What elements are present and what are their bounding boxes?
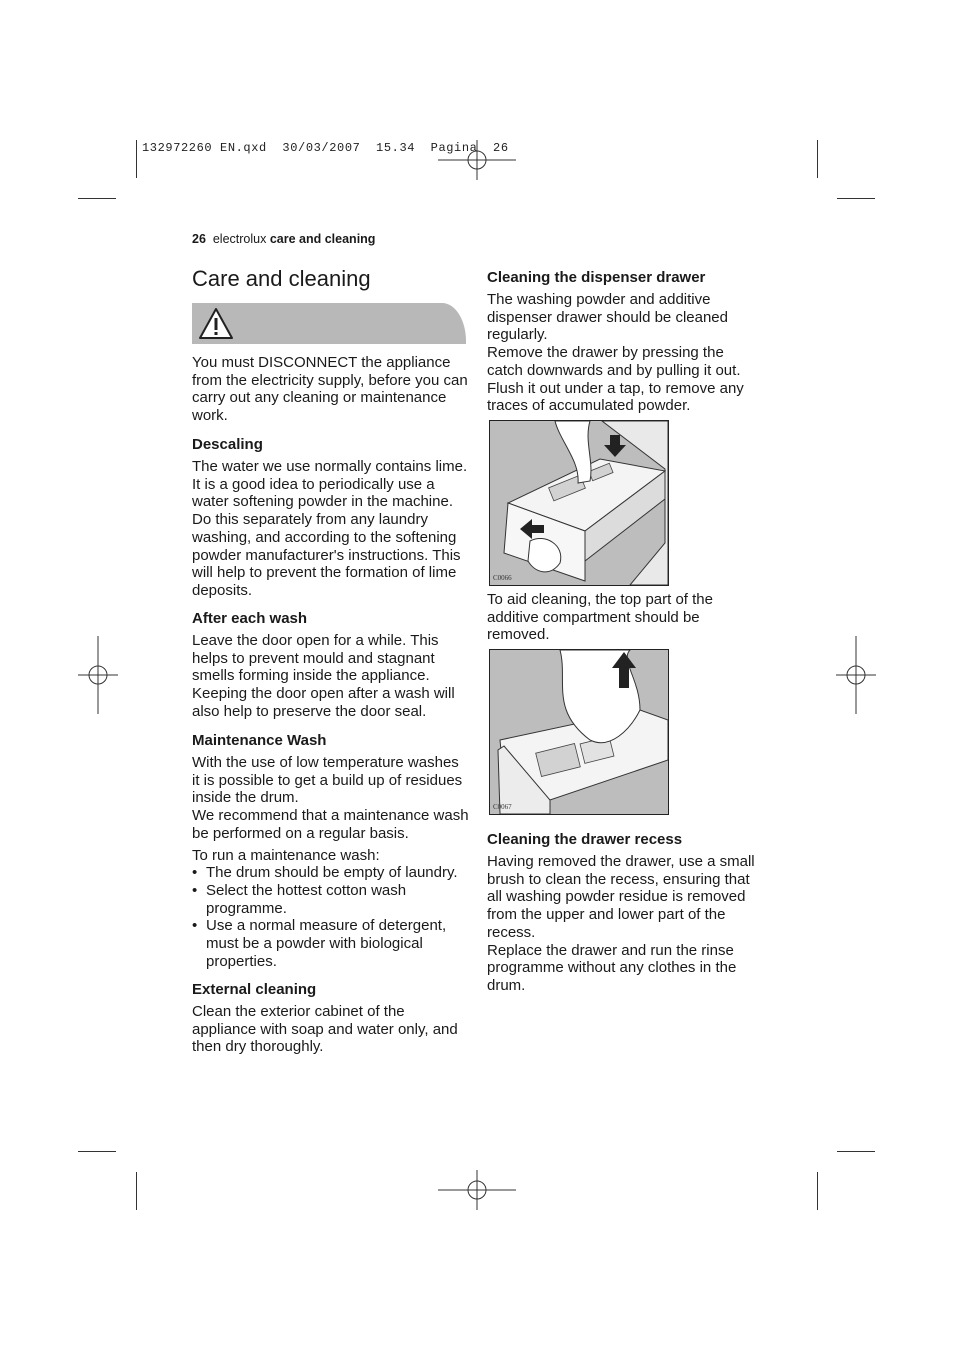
list-item: • The drum should be empty of laundry. bbox=[192, 864, 470, 882]
warning-bar bbox=[192, 303, 466, 344]
warning-text-block bbox=[192, 354, 470, 425]
figure-code: C0067 bbox=[493, 803, 512, 811]
maintenance-section bbox=[192, 732, 470, 970]
external-heading: External cleaning bbox=[192, 981, 317, 998]
maintenance-heading: Maintenance Wash bbox=[192, 732, 327, 749]
list-item: • Select the hottest cotton wash programme. bbox=[192, 882, 470, 917]
descaling-heading: Descaling bbox=[192, 436, 263, 453]
dispenser-heading: Cleaning the dispenser drawer bbox=[487, 269, 706, 286]
registration-mark-icon bbox=[78, 636, 118, 714]
arrow-down-icon bbox=[604, 435, 626, 457]
maintenance-steps bbox=[192, 864, 470, 970]
list-item: • Use a normal measure of detergent, must be a powder with biological properties. bbox=[192, 917, 470, 970]
crop-mark bbox=[136, 140, 137, 178]
recess-text-2: Replace the drawer and run the rinse programme without any clothes in the drum. bbox=[487, 941, 737, 994]
figure-remove-compartment bbox=[489, 649, 669, 815]
warning-triangle-icon bbox=[198, 307, 234, 340]
print-slug: 132972260 EN.qxd 30/03/2007 15.34 Pagina 26 bbox=[142, 141, 509, 155]
descaling-section bbox=[192, 436, 470, 600]
figure-caption: To aid cleaning, the top part of the additive compartment should be removed. bbox=[487, 591, 713, 644]
figure-caption-block bbox=[487, 591, 759, 644]
crop-mark bbox=[78, 1151, 116, 1152]
recess-text-1: Having removed the drawer, use a small brush to clean the recess, ensuring that all washing powder residue is removed from the upper and lower part of the recess. bbox=[487, 853, 755, 941]
external-section bbox=[192, 981, 470, 1056]
after-wash-section bbox=[192, 610, 470, 721]
crop-mark bbox=[817, 1172, 818, 1210]
crop-mark bbox=[136, 1172, 137, 1210]
maintenance-intro: To run a maintenance wash: bbox=[192, 846, 380, 864]
recess-section bbox=[487, 831, 759, 995]
warning-text: You must DISCONNECT the appliance from the electricity supply, before you can carry out any cleaning or maintenance work. bbox=[192, 354, 468, 425]
running-header bbox=[192, 232, 375, 246]
crop-mark bbox=[837, 1151, 875, 1152]
figure-remove-drawer bbox=[489, 420, 669, 586]
dispenser-text-1: The washing powder and additive dispenser drawer should be cleaned regularly. bbox=[487, 291, 728, 344]
figure-code: C0066 bbox=[493, 574, 512, 582]
descaling-text: The water we use normally contains lime. It is a good idea to periodically use a water softening powder in the machine. Do this separately from any laundry washing, and according to the softening powder manufacturer's instructions. This will help to prevent the formation of lime deposits. bbox=[192, 458, 468, 599]
page-number: 26 bbox=[192, 232, 206, 246]
after-wash-heading: After each wash bbox=[192, 610, 308, 627]
recess-heading: Cleaning the drawer recess bbox=[487, 831, 683, 848]
maintenance-text-1: With the use of low temperature washes it is possible to get a build up of residues inside the drum. bbox=[192, 754, 463, 807]
after-wash-text: Leave the door open for a while. This helps to prevent mould and stagnant smells forming inside the appliance. Keeping the door open after a wash will also help to preserve the door seal. bbox=[192, 632, 455, 720]
external-text: Clean the exterior cabinet of the appliance with soap and water only, and then dry thoroughly. bbox=[192, 1003, 458, 1056]
registration-mark-icon bbox=[836, 636, 876, 714]
page-title: Care and cleaning bbox=[192, 266, 371, 291]
crop-mark bbox=[837, 198, 875, 199]
dispenser-text-2: Remove the drawer by pressing the catch downwards and by pulling it out. Flush it out under a tap, to remove any traces of accumulated powder. bbox=[487, 344, 744, 415]
compartment-illustration bbox=[490, 650, 668, 814]
dispenser-section bbox=[487, 269, 759, 415]
crop-mark bbox=[78, 198, 116, 199]
header-brand: electrolux bbox=[212, 232, 267, 246]
registration-mark-icon bbox=[438, 1170, 516, 1210]
maintenance-text-2: We recommend that a maintenance wash be performed on a regular basis. bbox=[192, 807, 469, 842]
drawer-illustration bbox=[490, 421, 668, 585]
header-section: care and cleaning bbox=[269, 232, 376, 246]
crop-mark bbox=[817, 140, 818, 178]
